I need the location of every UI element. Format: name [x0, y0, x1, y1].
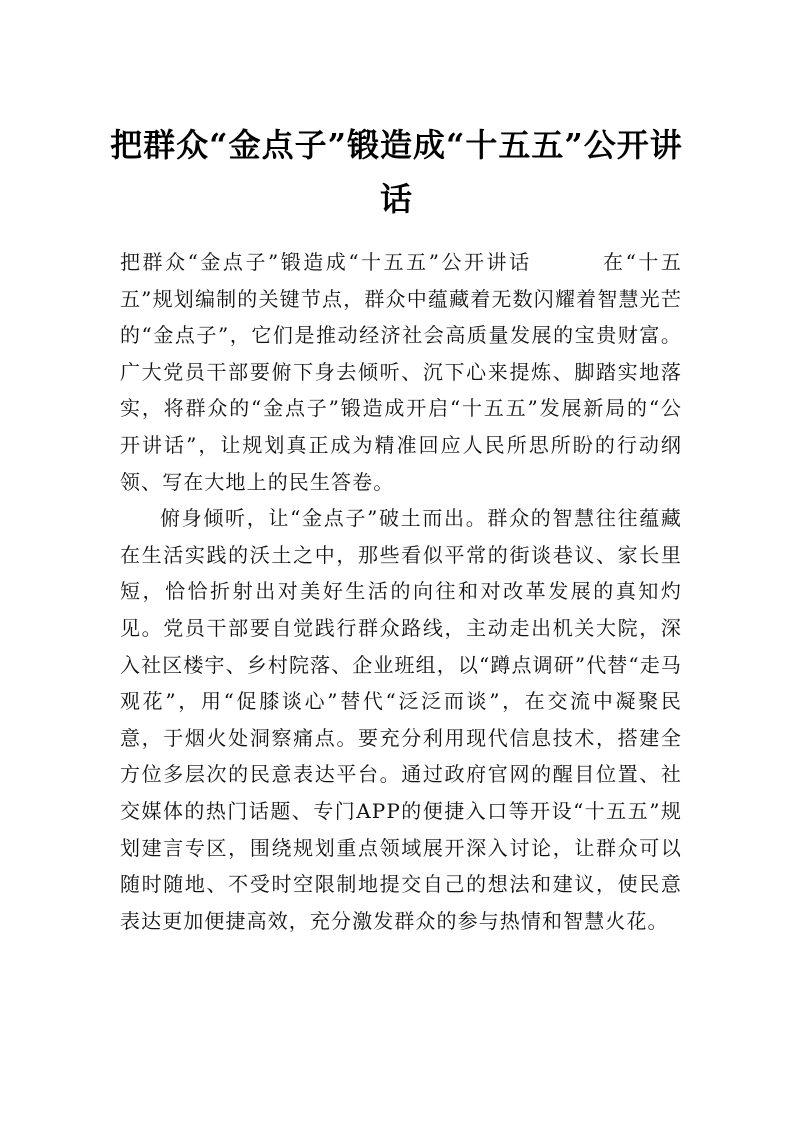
document-body — [120, 244, 682, 939]
paragraph-listening: 俯身倾听，让“金点子”破土而出。群众的智慧往往蕴藏在生活实践的沃土之中，那些看似平常的街谈巷议、家长里短，恰恰折射出对美好生活的向往和对改革发展的真知灼见。党员干部要自觉践行群众路线，主动走出机关大院，深入社区楼宇、乡村院落、企业班组，以“蹲点调研”代替“走马观花”，用“促膝谈心”替代“泛泛而谈”，在交流中凝聚民意，于烟火处洞察痛点。要充分利用现代信息技术，搭建全方位多层次的民意表达平台。通过政府官网的醒目位置、社交媒体的热门话题、专门APP的便捷入口等开设“十五五”规划建言专区，围绕规划重点领域展开深入讨论，让群众可以随时随地、不受时空限制地提交自己的想法和建议，使民意表达更加便捷高效，充分激发群众的参与热情和智慧火花。 — [120, 506, 682, 933]
paragraph-intro-text: 在“十五五”规划编制的关键节点，群众中蕴藏着无数闪耀着智慧光芒的“金点子”，它们是推动经济社会高质量发展的宝贵财富。广大党员干部要俯下身去倾听、沉下心来提炼、脚踏实地落实，将群众的“金点子”锻造成开启“十五五”发展新局的“公开讲话”，让规划真正成为精准回应人民所思所盼的行动纲领、写在大地上的民生答卷。 — [120, 250, 682, 494]
paragraph-intro-lead: 把群众“金点子”锻造成“十五五”公开讲话 — [120, 250, 532, 274]
paragraph-intro — [120, 244, 682, 500]
document-title: 把群众“金点子”锻造成“十五五”公开讲话 — [110, 126, 683, 218]
